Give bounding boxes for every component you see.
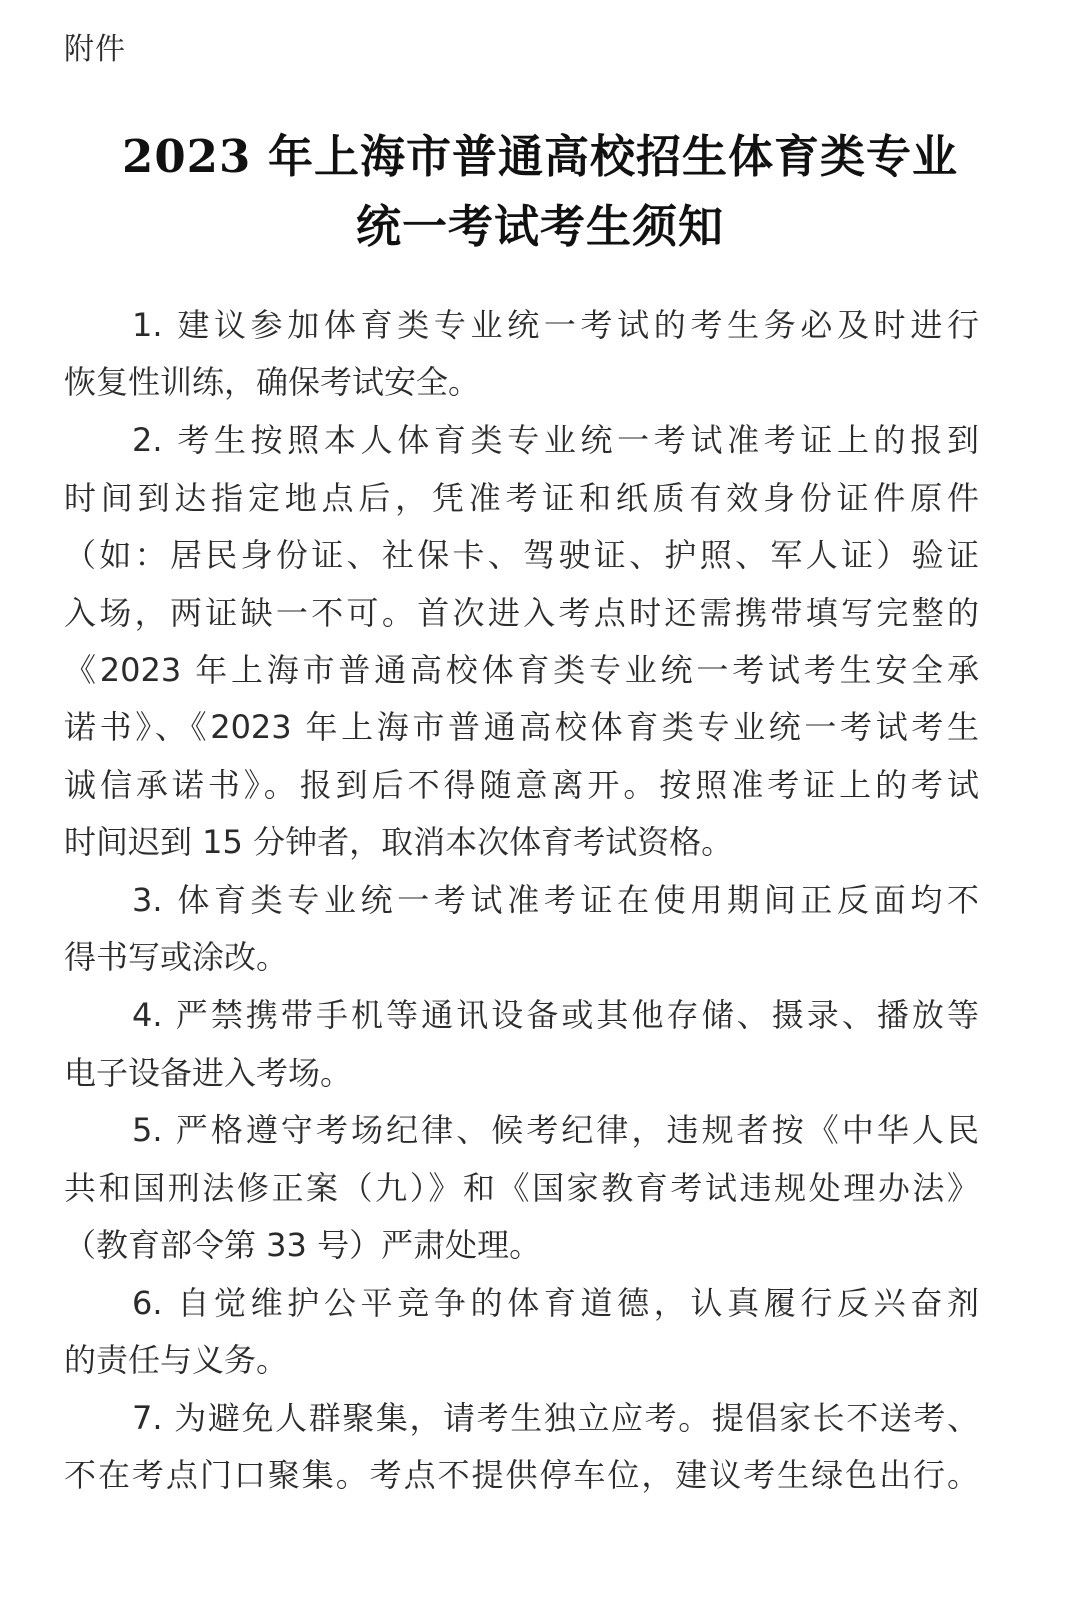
- paragraph-line: 2. 考生按照本人体育类专业统一考试准考证上的报到: [132, 421, 979, 459]
- paragraph-line: （如：居民身份证、社保卡、驾驶证、护照、军人证）验证: [64, 536, 979, 574]
- paragraph-line: 恢复性训练，确保考试安全。: [64, 363, 481, 401]
- paragraph-line: 7. 为避免人群聚集，请考生独立应考。提倡家长不送考、: [132, 1399, 979, 1437]
- paragraph-line: 电子设备进入考场。: [64, 1054, 353, 1092]
- paragraph-line: 1. 建议参加体育类专业统一考试的考生务必及时进行: [132, 306, 979, 344]
- paragraph-line: 《2023 年上海市普通高校体育类专业统一考试考生安全承: [64, 651, 979, 689]
- paragraph-line: 诚信承诺书》。报到后不得随意离开。按照准考证上的考试: [64, 766, 979, 804]
- paragraph-line: 4. 严禁携带手机等通讯设备或其他存储、摄录、播放等: [132, 996, 979, 1034]
- paragraph-line: （教育部令第 33 号）严肃处理。: [64, 1226, 542, 1264]
- paragraph-line: 得书写或涂改。: [64, 938, 289, 976]
- paragraph-line: 入场，两证缺一不可。首次进入考点时还需携带填写完整的: [64, 594, 979, 632]
- paragraph-line: 共和国刑法修正案（九）》和《国家教育考试违规处理办法》: [64, 1169, 979, 1207]
- paragraph-line: 时间到达指定地点后，凭准考证和纸质有效身份证件原件: [64, 479, 979, 517]
- paragraph-line: 不在考点门口聚集。考点不提供停车位，建议考生绿色出行。: [64, 1456, 979, 1494]
- paragraph-line: 诺书》、《2023 年上海市普通高校体育类专业统一考试考生: [64, 708, 979, 746]
- paragraph-line: 5. 严格遵守考场纪律、候考纪律，违规者按《中华人民: [132, 1111, 979, 1149]
- paragraph-line: 3. 体育类专业统一考试准考证在使用期间正反面均不: [132, 881, 979, 919]
- paragraph-line: 的责任与义务。: [64, 1341, 289, 1379]
- document-title-line-2: 统一考试考生须知: [355, 200, 724, 253]
- attachment-label: 附件: [64, 32, 126, 67]
- paragraph-line: 6. 自觉维护公平竞争的体育道德，认真履行反兴奋剂: [132, 1284, 979, 1322]
- document-title-line-1: 2023 年上海市普通高校招生体育类专业: [122, 130, 958, 183]
- paragraph-line: 时间迟到 15 分钟者，取消本次体育考试资格。: [64, 823, 734, 861]
